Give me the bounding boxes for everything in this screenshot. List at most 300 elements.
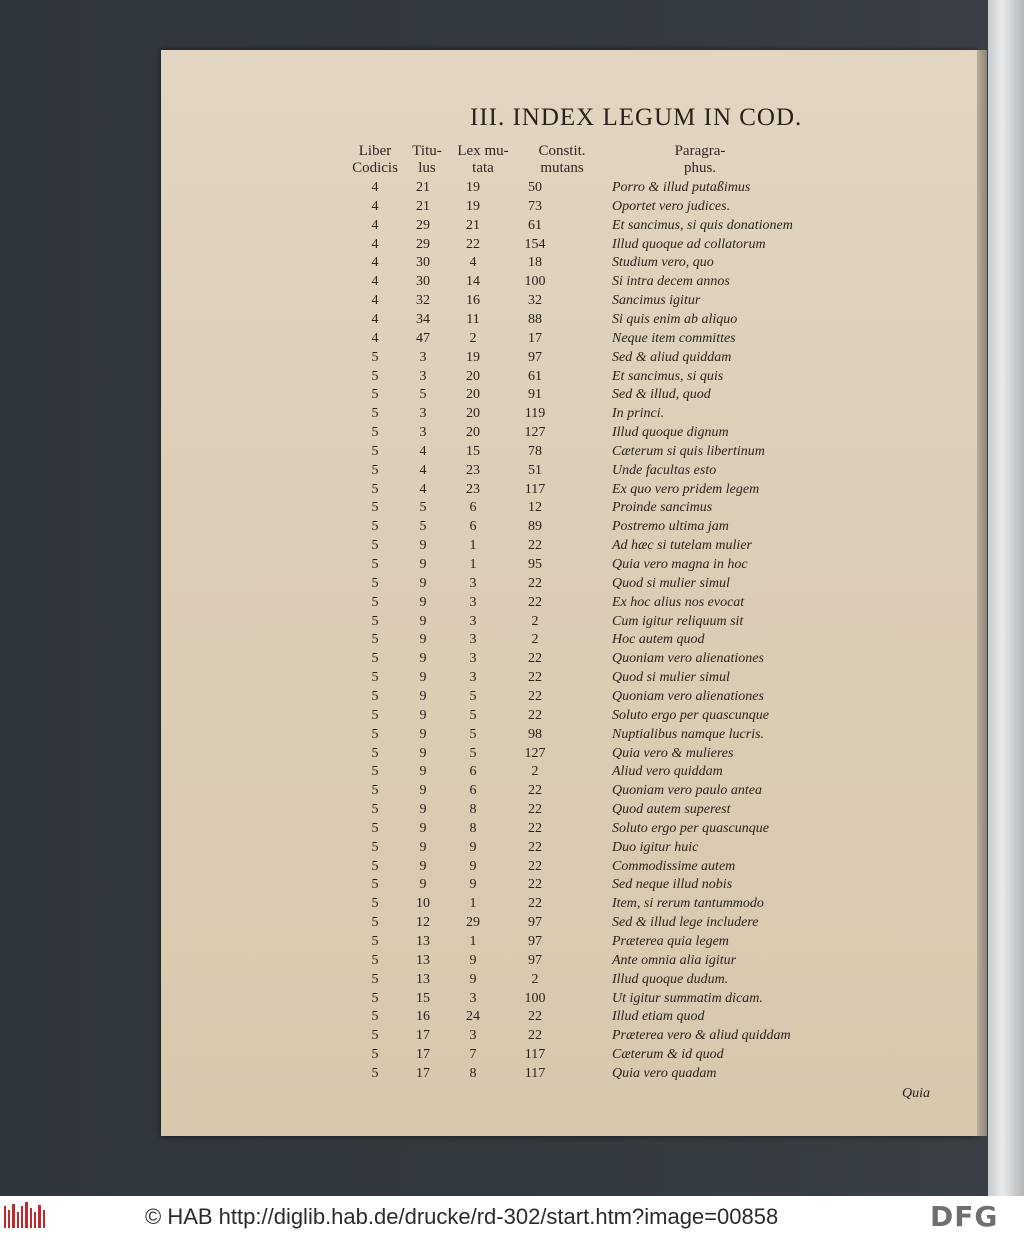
cell-constitutio: 22 [528, 896, 542, 912]
table-row [0, 387, 1024, 405]
cell-paragraphus: Quia vero & mulieres [612, 745, 734, 761]
table-row [0, 463, 1024, 481]
column-header-lex [450, 143, 516, 177]
table-row [0, 972, 1024, 990]
cell-liber: 5 [371, 1009, 379, 1025]
cell-constitutio: 119 [524, 406, 546, 422]
table-row [0, 689, 1024, 707]
table-row [0, 934, 1024, 952]
cell-paragraphus: Studium vero, quo [612, 255, 714, 271]
cell-constitutio: 22 [528, 1009, 542, 1025]
cell-constitutio: 2 [531, 613, 539, 629]
column-header-line: lus [418, 160, 436, 176]
cell-paragraphus: Soluto ergo per quascunque [612, 820, 769, 836]
cell-titulus: 9 [419, 575, 427, 591]
cell-lex: 19 [466, 349, 480, 365]
column-header-line: phus. [683, 160, 717, 176]
cell-liber: 4 [371, 217, 379, 233]
cell-constitutio: 97 [528, 934, 542, 949]
cell-lex: 16 [466, 293, 480, 309]
cell-lex: 23 [466, 462, 480, 478]
cell-titulus: 9 [419, 651, 427, 667]
table-row [0, 896, 1024, 914]
cell-titulus: 9 [419, 726, 427, 742]
cell-liber: 5 [371, 651, 379, 667]
cell-lex: 7 [469, 1047, 477, 1063]
table-row [0, 255, 1024, 273]
cell-lex: 3 [469, 670, 477, 686]
cell-constitutio: 91 [528, 387, 542, 403]
column-header-line: mutans [540, 160, 584, 176]
cell-paragraphus: Quoniam vero alienationes [612, 688, 764, 704]
cell-constitutio: 89 [528, 519, 542, 535]
cell-lex: 9 [469, 858, 477, 874]
cell-lex: 5 [469, 745, 477, 761]
cell-liber: 4 [371, 274, 379, 290]
cell-titulus: 13 [416, 934, 430, 949]
cell-liber: 5 [371, 820, 379, 836]
column-header-line: Liber [358, 143, 392, 159]
cell-liber: 5 [371, 952, 379, 968]
cell-constitutio: 100 [524, 990, 546, 1006]
cell-liber: 5 [371, 387, 379, 403]
cell-constitutio: 18 [528, 255, 542, 271]
cell-liber: 5 [371, 688, 379, 704]
cell-lex: 3 [469, 1028, 477, 1044]
cell-liber: 5 [371, 783, 379, 799]
cell-liber: 5 [371, 1047, 379, 1063]
cell-lex: 21 [466, 217, 480, 233]
table-row [0, 727, 1024, 745]
cell-paragraphus: Et sancimus, si quis donationem [612, 217, 793, 233]
hab-barcode-logo-icon [4, 1202, 48, 1232]
cell-lex: 5 [469, 726, 477, 742]
cell-titulus: 15 [416, 990, 430, 1006]
table-row [0, 576, 1024, 594]
table-row [0, 1047, 1024, 1065]
cell-titulus: 13 [416, 952, 430, 968]
cell-titulus: 29 [416, 217, 430, 233]
cell-paragraphus: Hoc autem quod [612, 632, 705, 648]
cell-paragraphus: Ut igitur summatim dicam. [612, 990, 763, 1006]
cell-paragraphus: Illud quoque ad collatorum [612, 236, 766, 252]
column-header-paragraphus [660, 143, 740, 177]
cell-paragraphus: Soluto ergo per quascunque [612, 707, 769, 723]
cell-paragraphus: Quod autem superest [612, 802, 731, 818]
cell-paragraphus: Sed & illud lege includere [612, 915, 759, 931]
cell-titulus: 9 [419, 839, 427, 855]
cell-liber: 5 [371, 557, 379, 572]
column-header-constit [525, 143, 599, 177]
cell-constitutio: 22 [528, 575, 542, 591]
cell-constitutio: 22 [528, 1028, 542, 1044]
cell-liber: 5 [371, 934, 379, 949]
table-row [0, 538, 1024, 556]
cell-lex: 20 [466, 387, 480, 403]
table-row [0, 651, 1024, 669]
cell-lex: 6 [469, 519, 477, 535]
cell-constitutio: 127 [524, 745, 546, 761]
cell-liber: 5 [371, 670, 379, 686]
table-row [0, 783, 1024, 801]
table-row [0, 180, 1024, 198]
cell-liber: 4 [371, 180, 379, 195]
cell-paragraphus: Ante omnia alia igitur [612, 952, 737, 968]
cell-constitutio: 117 [524, 481, 546, 497]
cell-paragraphus: Si intra decem annos [612, 274, 730, 290]
table-row [0, 369, 1024, 387]
cell-liber: 5 [371, 877, 379, 893]
cell-constitutio: 127 [524, 425, 546, 441]
cell-paragraphus: Oportet vero judices. [612, 198, 731, 214]
cell-paragraphus: Commodissime autem [612, 858, 736, 874]
cell-constitutio: 97 [528, 952, 542, 968]
cell-paragraphus: Neque item committes [612, 330, 736, 346]
table-row [0, 199, 1024, 217]
cell-liber: 5 [371, 802, 379, 818]
cell-titulus: 47 [416, 330, 430, 346]
cell-paragraphus: Cæterum si quis libertinum [612, 443, 765, 459]
cell-constitutio: 97 [528, 915, 542, 931]
cell-liber: 5 [371, 632, 379, 648]
cell-titulus: 9 [419, 538, 427, 554]
column-header-line: Paragra- [674, 143, 726, 159]
cell-constitutio: 22 [528, 877, 542, 893]
cell-constitutio: 73 [528, 198, 542, 214]
cell-paragraphus: Sed & illud, quod [612, 387, 711, 403]
column-header-line: Titu- [412, 143, 442, 159]
cell-lex: 1 [469, 934, 477, 949]
cell-titulus: 9 [419, 557, 427, 572]
table-row [0, 708, 1024, 726]
cell-titulus: 4 [419, 462, 427, 478]
cell-paragraphus: Duo igitur huic [612, 839, 699, 855]
cell-lex: 6 [469, 783, 477, 799]
column-header-line: Constit. [538, 143, 586, 159]
cell-constitutio: 61 [528, 217, 542, 233]
cell-constitutio: 12 [528, 500, 542, 516]
cell-lex: 4 [469, 255, 477, 271]
cell-constitutio: 22 [528, 651, 542, 667]
cell-paragraphus: Cum igitur reliquum sit [612, 613, 744, 629]
cell-titulus: 17 [416, 1065, 430, 1081]
cell-titulus: 30 [416, 274, 430, 290]
column-header-line: Codicis [352, 160, 398, 176]
cell-titulus: 5 [419, 500, 427, 516]
cell-liber: 4 [371, 255, 379, 271]
cell-titulus: 32 [416, 293, 430, 309]
cell-titulus: 9 [419, 632, 427, 648]
cell-liber: 5 [371, 613, 379, 629]
cell-titulus: 9 [419, 670, 427, 686]
cell-liber: 5 [371, 462, 379, 478]
cell-constitutio: 17 [528, 330, 542, 346]
cell-titulus: 3 [419, 368, 427, 384]
cell-titulus: 21 [416, 180, 430, 195]
cell-paragraphus: Sancimus igitur [612, 293, 701, 309]
cell-liber: 4 [371, 293, 379, 309]
cell-titulus: 16 [416, 1009, 430, 1025]
table-row [0, 331, 1024, 349]
footer-bar [0, 1196, 1024, 1238]
table-row [0, 877, 1024, 895]
cell-liber: 5 [371, 443, 379, 459]
cell-constitutio: 97 [528, 349, 542, 365]
cell-paragraphus: Nuptialibus namque lucris. [612, 726, 765, 742]
table-row [0, 274, 1024, 292]
footer-copyright-url: © HAB http://diglib.hab.de/drucke/rd-302/start.htm?image=00858 [145, 1204, 779, 1229]
cell-liber: 5 [371, 519, 379, 535]
table-row [0, 614, 1024, 632]
table-row [0, 991, 1024, 1009]
cell-lex: 19 [466, 198, 480, 214]
cell-paragraphus: Porro & illud putaßimus [612, 180, 751, 195]
cell-constitutio: 88 [528, 311, 542, 327]
cell-titulus: 4 [419, 481, 427, 497]
cell-titulus: 29 [416, 236, 430, 252]
cell-lex: 9 [469, 952, 477, 968]
cell-liber: 5 [371, 349, 379, 365]
cell-constitutio: 2 [531, 632, 539, 648]
table-row [0, 312, 1024, 330]
table-row [0, 670, 1024, 688]
cell-lex: 3 [469, 990, 477, 1006]
cell-lex: 9 [469, 839, 477, 855]
cell-constitutio: 117 [524, 1065, 546, 1081]
cell-lex: 22 [466, 236, 480, 252]
table-row [0, 1009, 1024, 1027]
cell-titulus: 5 [419, 387, 427, 403]
cell-liber: 5 [371, 406, 379, 422]
table-row [0, 859, 1024, 877]
cell-liber: 4 [371, 330, 379, 346]
cell-titulus: 9 [419, 707, 427, 723]
cell-lex: 3 [469, 613, 477, 629]
column-header-liber [350, 143, 400, 177]
cell-liber: 5 [371, 839, 379, 855]
cell-paragraphus: Et sancimus, si quis [612, 368, 724, 384]
cell-lex: 6 [469, 500, 477, 516]
cell-constitutio: 22 [528, 802, 542, 818]
cell-titulus: 9 [419, 745, 427, 761]
cell-lex: 1 [469, 896, 477, 912]
table-row [0, 500, 1024, 518]
cell-liber: 5 [371, 707, 379, 723]
table-row [0, 293, 1024, 311]
table-row [0, 482, 1024, 500]
cell-constitutio: 22 [528, 839, 542, 855]
cell-constitutio: 22 [528, 670, 542, 686]
cell-constitutio: 22 [528, 688, 542, 704]
cell-lex: 14 [466, 274, 480, 290]
cell-constitutio: 51 [528, 462, 542, 478]
cell-liber: 4 [371, 311, 379, 327]
cell-lex: 9 [469, 971, 477, 987]
cell-titulus: 5 [419, 519, 427, 535]
cell-titulus: 30 [416, 255, 430, 271]
cell-lex: 1 [469, 557, 477, 572]
table-row [0, 746, 1024, 764]
cell-titulus: 13 [416, 971, 430, 987]
cell-constitutio: 117 [524, 1047, 546, 1063]
cell-paragraphus: Sed & aliud quiddam [612, 349, 732, 365]
cell-lex: 15 [466, 443, 480, 459]
cell-paragraphus: Ex quo vero pridem legem [612, 481, 760, 497]
cell-liber: 5 [371, 990, 379, 1006]
cell-lex: 1 [469, 538, 477, 554]
cell-constitutio: 22 [528, 820, 542, 836]
cell-paragraphus: In princi. [612, 406, 665, 422]
cell-paragraphus: Sed neque illud nobis [612, 877, 733, 893]
cell-titulus: 34 [416, 311, 430, 327]
page-heading: III. INDEX LEGUM IN COD. [470, 104, 803, 131]
cell-titulus: 9 [419, 764, 427, 780]
table-row [0, 953, 1024, 971]
table-row [0, 764, 1024, 782]
cell-liber: 5 [371, 425, 379, 441]
cell-paragraphus: Si quis enim ab aliquo [612, 311, 738, 327]
cell-liber: 5 [371, 764, 379, 780]
cell-paragraphus: Præterea vero & aliud quiddam [612, 1028, 791, 1044]
cell-liber: 5 [371, 538, 379, 554]
cell-lex: 3 [469, 594, 477, 610]
cell-titulus: 9 [419, 613, 427, 629]
cell-liber: 5 [371, 858, 379, 874]
cell-constitutio: 61 [528, 368, 542, 384]
cell-titulus: 4 [419, 443, 427, 459]
cell-constitutio: 2 [531, 764, 539, 780]
column-header-line: Lex mu- [457, 143, 509, 159]
cell-constitutio: 2 [531, 971, 539, 987]
cell-constitutio: 100 [524, 274, 546, 290]
cell-titulus: 10 [416, 896, 430, 912]
table-row [0, 840, 1024, 858]
table-row [0, 595, 1024, 613]
cell-paragraphus: Ex hoc alius nos evocat [612, 594, 745, 610]
table-row [0, 1028, 1024, 1046]
cell-paragraphus: Proinde sancimus [612, 500, 713, 516]
cell-paragraphus: Quia vero magna in hoc [612, 557, 748, 572]
cell-constitutio: 78 [528, 443, 542, 459]
cell-liber: 5 [371, 594, 379, 610]
cell-lex: 3 [469, 632, 477, 648]
cell-titulus: 9 [419, 820, 427, 836]
cell-constitutio: 22 [528, 783, 542, 799]
table-row [0, 915, 1024, 933]
table-row [0, 1066, 1024, 1084]
cell-lex: 8 [469, 820, 477, 836]
cell-constitutio: 22 [528, 594, 542, 610]
cell-lex: 3 [469, 651, 477, 667]
cell-titulus: 3 [419, 406, 427, 422]
cell-constitutio: 22 [528, 858, 542, 874]
cell-titulus: 12 [416, 915, 430, 931]
cell-paragraphus: Cæterum & id quod [612, 1047, 724, 1063]
table-row [0, 632, 1024, 650]
cell-titulus: 9 [419, 858, 427, 874]
column-header-line: tata [472, 160, 494, 176]
cell-lex: 9 [469, 877, 477, 893]
cell-liber: 5 [371, 368, 379, 384]
cell-lex: 29 [466, 915, 480, 931]
cell-lex: 23 [466, 481, 480, 497]
cell-lex: 20 [466, 425, 480, 441]
cell-titulus: 9 [419, 877, 427, 893]
table-row [0, 237, 1024, 255]
cell-titulus: 9 [419, 802, 427, 818]
cell-titulus: 21 [416, 198, 430, 214]
cell-liber: 5 [371, 1065, 379, 1081]
cell-titulus: 17 [416, 1028, 430, 1044]
table-row [0, 519, 1024, 537]
cell-lex: 20 [466, 406, 480, 422]
cell-liber: 5 [371, 1028, 379, 1044]
cell-constitutio: 154 [524, 236, 546, 252]
column-header-titulus [403, 143, 451, 177]
cell-liber: 4 [371, 198, 379, 214]
cell-paragraphus: Quoniam vero paulo antea [612, 783, 762, 799]
dfg-logo: DFG [930, 1200, 999, 1233]
cell-paragraphus: Postremo ultima jam [612, 519, 729, 535]
cell-lex: 3 [469, 575, 477, 591]
cell-lex: 8 [469, 1065, 477, 1081]
cell-paragraphus: Illud etiam quod [612, 1009, 705, 1025]
cell-lex: 19 [466, 180, 480, 195]
cell-liber: 5 [371, 896, 379, 912]
cell-lex: 5 [469, 707, 477, 723]
cell-liber: 5 [371, 726, 379, 742]
cell-titulus: 9 [419, 594, 427, 610]
table-row [0, 350, 1024, 368]
cell-constitutio: 98 [528, 726, 542, 742]
table-row [0, 218, 1024, 236]
cell-lex: 24 [466, 1009, 480, 1025]
cell-lex: 20 [466, 368, 480, 384]
cell-lex: 8 [469, 802, 477, 818]
cell-paragraphus: Quoniam vero alienationes [612, 651, 764, 667]
cell-lex: 11 [466, 311, 480, 327]
cell-liber: 4 [371, 236, 379, 252]
cell-liber: 5 [371, 745, 379, 761]
table-row [0, 425, 1024, 443]
cell-liber: 5 [371, 481, 379, 497]
cell-paragraphus: Quod si mulier simul [612, 575, 730, 591]
cell-paragraphus: Illud quoque dignum [612, 425, 729, 441]
catchword: Quia [902, 1086, 930, 1101]
cell-titulus: 9 [419, 783, 427, 799]
cell-lex: 5 [469, 688, 477, 704]
cell-titulus: 3 [419, 425, 427, 441]
cell-titulus: 9 [419, 688, 427, 704]
cell-paragraphus: Quia vero quadam [612, 1065, 717, 1081]
cell-constitutio: 22 [528, 707, 542, 723]
cell-liber: 5 [371, 575, 379, 591]
table-row [0, 802, 1024, 820]
cell-paragraphus: Item, si rerum tantummodo [612, 896, 764, 912]
cell-paragraphus: Aliud vero quiddam [612, 764, 723, 780]
cell-titulus: 17 [416, 1047, 430, 1063]
cell-lex: 6 [469, 764, 477, 780]
cell-constitutio: 22 [528, 538, 542, 554]
cell-titulus: 3 [419, 349, 427, 365]
cell-paragraphus: Quod si mulier simul [612, 670, 730, 686]
cell-paragraphus: Illud quoque dudum. [612, 971, 729, 987]
table-row [0, 557, 1024, 575]
cell-lex: 2 [469, 330, 477, 346]
cell-constitutio: 95 [528, 557, 542, 572]
cell-paragraphus: Unde facultas esto [612, 462, 717, 478]
cell-paragraphus: Ad hæc si tutelam mulier [612, 538, 752, 554]
